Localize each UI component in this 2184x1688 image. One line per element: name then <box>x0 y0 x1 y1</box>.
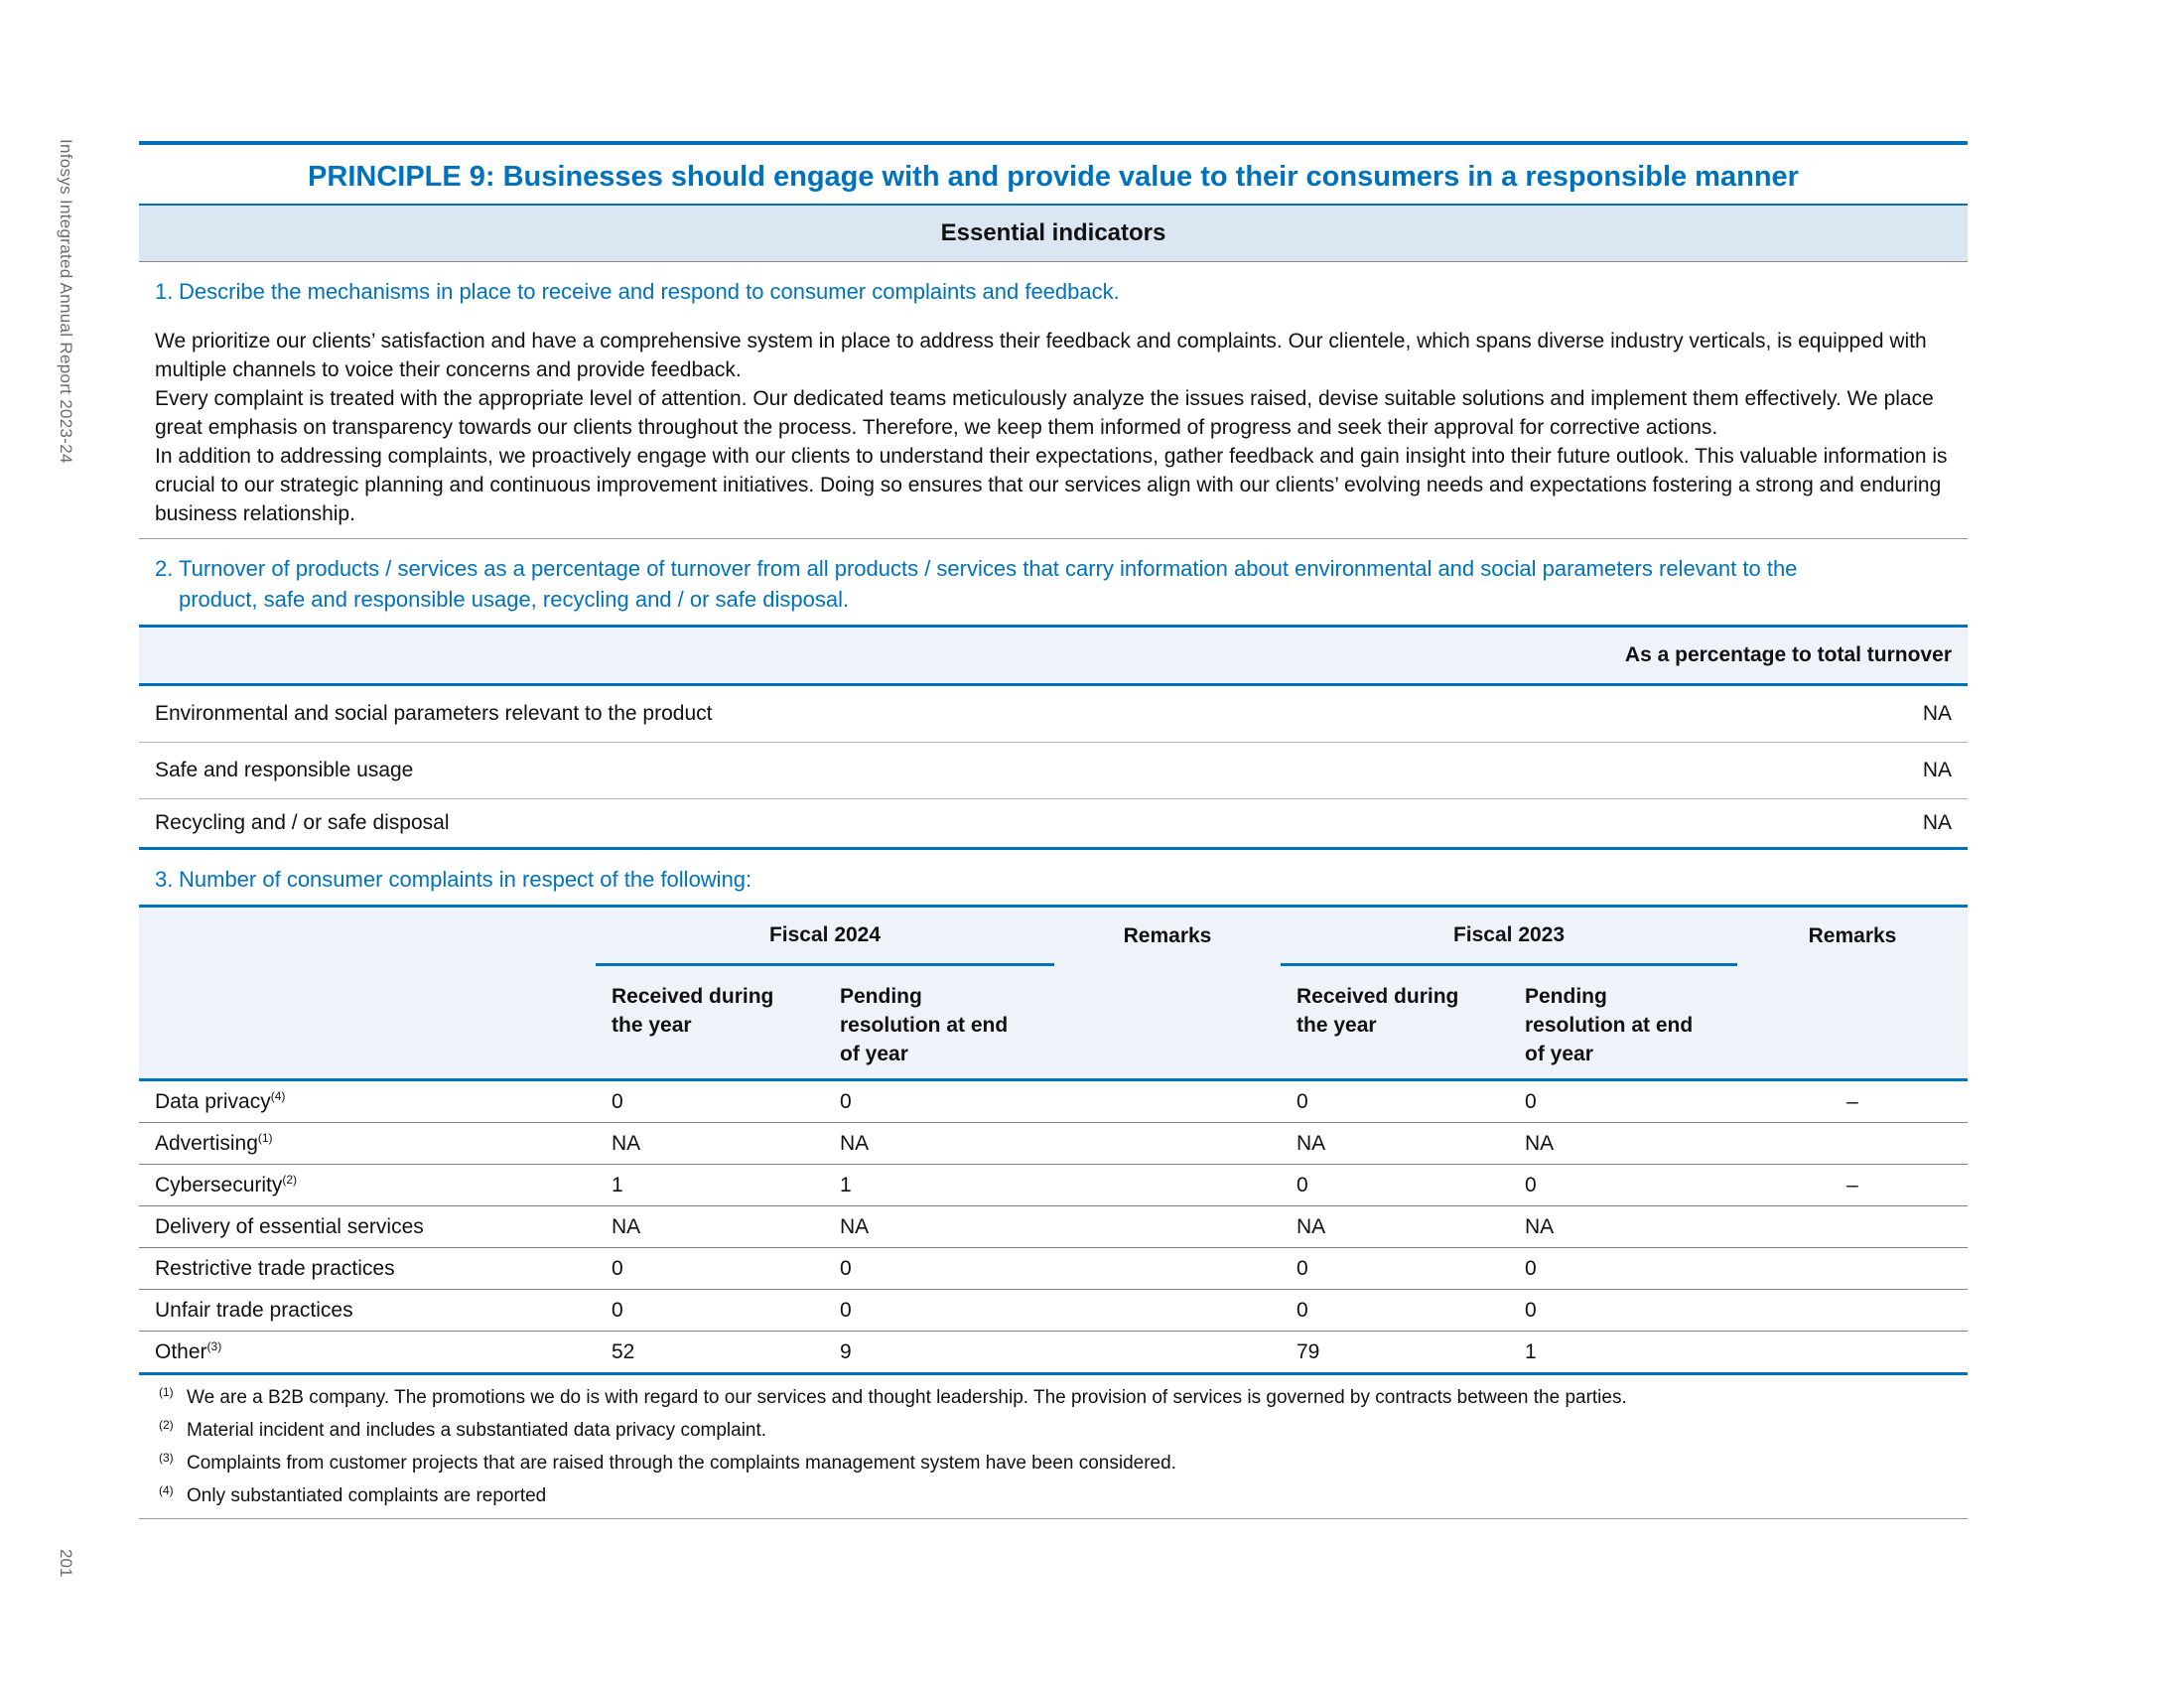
question-1-number: 1. <box>155 279 174 304</box>
pending-line: resolution at end <box>1525 1014 1694 1037</box>
fy23-received-cell: 79 <box>1281 1332 1509 1374</box>
answer-paragraph: Every complaint is treated with the appropriate level of attention. Our dedicated teams meticulously analyze the issues raised, devise suitable solutions and implement them effectively. We place great emphasis on transparency towards our clients throughout the process. Therefore, we keep them informed of progress and seek their approval for corrective actions. <box>155 387 1934 439</box>
fiscal-2023-header: Fiscal 2023 <box>1281 907 1737 965</box>
complaints-header-row-1 <box>139 907 1968 965</box>
question-2-text-line2: product, safe and responsible usage, recycling and / or safe disposal. <box>179 587 850 612</box>
fy24-received-cell: NA <box>596 1206 824 1248</box>
question-2-text-line1: Turnover of products / services as a percentage of turnover from all products / services that carry information about environmental and social parameters relevant to the <box>179 556 1798 581</box>
category-label: Cybersecurity <box>155 1174 283 1196</box>
complaint-category <box>139 1123 596 1165</box>
table-row <box>139 685 1968 743</box>
category-label: Delivery of essential services <box>155 1215 424 1238</box>
fy24-received-cell: NA <box>596 1123 824 1165</box>
fy24-pending-cell: 0 <box>824 1248 1054 1290</box>
principle-title: PRINCIPLE 9: Businesses should engage with and provide value to their consumers in a responsible manner <box>139 141 1968 206</box>
fiscal-2024-header: Fiscal 2024 <box>596 907 1054 965</box>
fy23-pending-cell: 0 <box>1509 1080 1737 1123</box>
category-label: Other <box>155 1340 207 1363</box>
footnote <box>139 1447 1968 1479</box>
question-3-text: Number of consumer complaints in respect of the following: <box>179 867 752 892</box>
table-row <box>139 1206 1968 1248</box>
table-row <box>139 1290 1968 1332</box>
page-number: 201 <box>57 1549 75 1578</box>
pending-line: of year <box>1525 1043 1593 1065</box>
complaint-category <box>139 1206 596 1248</box>
footnotes <box>139 1375 1968 1519</box>
row-value: NA <box>1797 743 1968 799</box>
footnote-text: Complaints from customer projects that are raised through the complaints management system have been considered. <box>187 1453 1176 1474</box>
received-line: the year <box>1297 1014 1377 1037</box>
received-line: the year <box>612 1014 692 1037</box>
remarks-header-2023: Remarks <box>1737 907 1968 965</box>
category-label: Advertising <box>155 1132 258 1155</box>
turnover-table-header <box>139 627 1968 685</box>
fy23-remarks-cell: – <box>1737 1080 1968 1123</box>
complaint-category <box>139 1290 596 1332</box>
complaints-header-row-2 <box>139 965 1968 1080</box>
fy23-remarks-cell: – <box>1737 1165 1968 1206</box>
row-label: Environmental and social parameters relevant to the product <box>139 685 1797 743</box>
principle-9-section <box>139 141 1968 1519</box>
fy24-received-cell: 0 <box>596 1080 824 1123</box>
fy23-pending-cell: 0 <box>1509 1165 1737 1206</box>
complaints-body <box>139 1080 1968 1374</box>
received-line: Received during <box>612 985 774 1008</box>
question-2-number: 2. <box>155 556 174 581</box>
question-1-block <box>139 262 1968 539</box>
row-label: Safe and responsible usage <box>139 743 1797 799</box>
footnote-text: Material incident and includes a substantiated data privacy complaint. <box>187 1420 767 1441</box>
footnote <box>139 1414 1968 1447</box>
table-row <box>139 1080 1968 1123</box>
footnote <box>139 1479 1968 1512</box>
category-footnote-mark: (1) <box>257 1131 273 1145</box>
fy23-remarks-cell <box>1737 1123 1968 1165</box>
pending-line: resolution at end <box>840 1014 1009 1037</box>
fy23-received-cell: 0 <box>1281 1290 1509 1332</box>
fy23-received-cell: NA <box>1281 1206 1509 1248</box>
table-row <box>139 799 1968 849</box>
empty-header-cell <box>139 965 596 1080</box>
pending-line: Pending <box>1525 985 1607 1008</box>
table-row <box>139 1123 1968 1165</box>
row-value: NA <box>1797 799 1968 849</box>
footnote-mark: (4) <box>159 1483 174 1497</box>
category-label: Restrictive trade practices <box>155 1257 395 1280</box>
complaint-category <box>139 1165 596 1206</box>
answer-paragraph: We prioritize our clients’ satisfaction and have a comprehensive system in place to address their feedback and complaints. Our clientele, which spans diverse industry verticals, is equipped with multiple channels to voice their concerns and provide feedback. <box>155 330 1927 381</box>
category-footnote-mark: (2) <box>282 1173 298 1187</box>
question-1-text: Describe the mechanisms in place to receive and respond to consumer complaints and feedback. <box>179 279 1120 304</box>
fy24-remarks-cell <box>1054 1123 1281 1165</box>
empty-header-cell <box>139 907 596 965</box>
fy23-pending-cell: 0 <box>1509 1290 1737 1332</box>
fy24-remarks-cell <box>1054 1165 1281 1206</box>
turnover-table <box>139 625 1968 850</box>
question-1-answer <box>139 327 1968 528</box>
footnote-mark: (1) <box>159 1385 174 1399</box>
complaint-category <box>139 1248 596 1290</box>
question-1 <box>139 262 1968 327</box>
turnover-column-header: As a percentage to total turnover <box>139 627 1968 685</box>
fy24-pending-cell: 0 <box>824 1290 1054 1332</box>
fy24-remarks-cell <box>1054 1248 1281 1290</box>
question-3-number: 3. <box>155 867 174 892</box>
fy23-remarks-cell <box>1737 1290 1968 1332</box>
received-line: Received during <box>1297 985 1459 1008</box>
fy23-pending-cell: NA <box>1509 1206 1737 1248</box>
pending-header-2024 <box>824 965 1054 1080</box>
fy23-pending-cell: NA <box>1509 1123 1737 1165</box>
pending-line: Pending <box>840 985 922 1008</box>
fy23-received-cell: 0 <box>1281 1080 1509 1123</box>
received-header-2024 <box>596 965 824 1080</box>
table-row <box>139 1165 1968 1206</box>
fy23-remarks-cell <box>1737 1332 1968 1374</box>
answer-paragraph: In addition to addressing complaints, we proactively engage with our clients to understand their expectations, gather feedback and gain insight into their future outlook. This valuable information is crucial to our strategic planning and continuous improvement initiatives. Doing so ensures that our services align with our clients’ evolving needs and expectations fostering a strong and enduring business relationship. <box>155 445 1948 525</box>
fy24-received-cell: 1 <box>596 1165 824 1206</box>
pending-line: of year <box>840 1043 908 1065</box>
footnote-text: We are a B2B company. The promotions we do is with regard to our services and thought leadership. The provision of services is governed by contracts between the parties. <box>187 1387 1627 1408</box>
empty-header-cell <box>1054 965 1281 1080</box>
fy23-pending-cell: 0 <box>1509 1248 1737 1290</box>
category-label: Data privacy <box>155 1090 271 1113</box>
fy23-remarks-cell <box>1737 1206 1968 1248</box>
fy24-remarks-cell <box>1054 1332 1281 1374</box>
fy24-received-cell: 52 <box>596 1332 824 1374</box>
footnote-mark: (2) <box>159 1418 174 1432</box>
table-row <box>139 1332 1968 1374</box>
pending-header-2023 <box>1509 965 1737 1080</box>
complaints-table <box>139 905 1968 1375</box>
category-label: Unfair trade practices <box>155 1299 353 1322</box>
footnote-mark: (3) <box>159 1451 174 1465</box>
table-row <box>139 743 1968 799</box>
question-2 <box>139 539 1968 625</box>
fy23-pending-cell: 1 <box>1509 1332 1737 1374</box>
received-header-2023 <box>1281 965 1509 1080</box>
fy23-remarks-cell <box>1737 1248 1968 1290</box>
question-3 <box>139 850 1968 905</box>
fy24-pending-cell: NA <box>824 1206 1054 1248</box>
footnote <box>139 1381 1968 1414</box>
fy24-remarks-cell <box>1054 1290 1281 1332</box>
complaint-category <box>139 1332 596 1374</box>
fy24-pending-cell: 0 <box>824 1080 1054 1123</box>
empty-header-cell <box>1737 965 1968 1080</box>
fy24-remarks-cell <box>1054 1080 1281 1123</box>
category-footnote-mark: (3) <box>206 1339 222 1353</box>
row-value: NA <box>1797 685 1968 743</box>
row-label: Recycling and / or safe disposal <box>139 799 1797 849</box>
essential-indicators-heading: Essential indicators <box>139 206 1968 262</box>
fy24-remarks-cell <box>1054 1206 1281 1248</box>
complaint-category <box>139 1080 596 1123</box>
fy23-received-cell: 0 <box>1281 1248 1509 1290</box>
fy24-pending-cell: 1 <box>824 1165 1054 1206</box>
report-title: Infosys Integrated Annual Report 2023-24 <box>57 139 75 464</box>
fy24-received-cell: 0 <box>596 1290 824 1332</box>
fy23-received-cell: NA <box>1281 1123 1509 1165</box>
category-footnote-mark: (4) <box>270 1089 286 1103</box>
fy24-received-cell: 0 <box>596 1248 824 1290</box>
fy23-received-cell: 0 <box>1281 1165 1509 1206</box>
footnote-text: Only substantiated complaints are reported <box>187 1485 547 1506</box>
fy24-pending-cell: NA <box>824 1123 1054 1165</box>
remarks-header-2024: Remarks <box>1054 907 1281 965</box>
table-row <box>139 1248 1968 1290</box>
fy24-pending-cell: 9 <box>824 1332 1054 1374</box>
